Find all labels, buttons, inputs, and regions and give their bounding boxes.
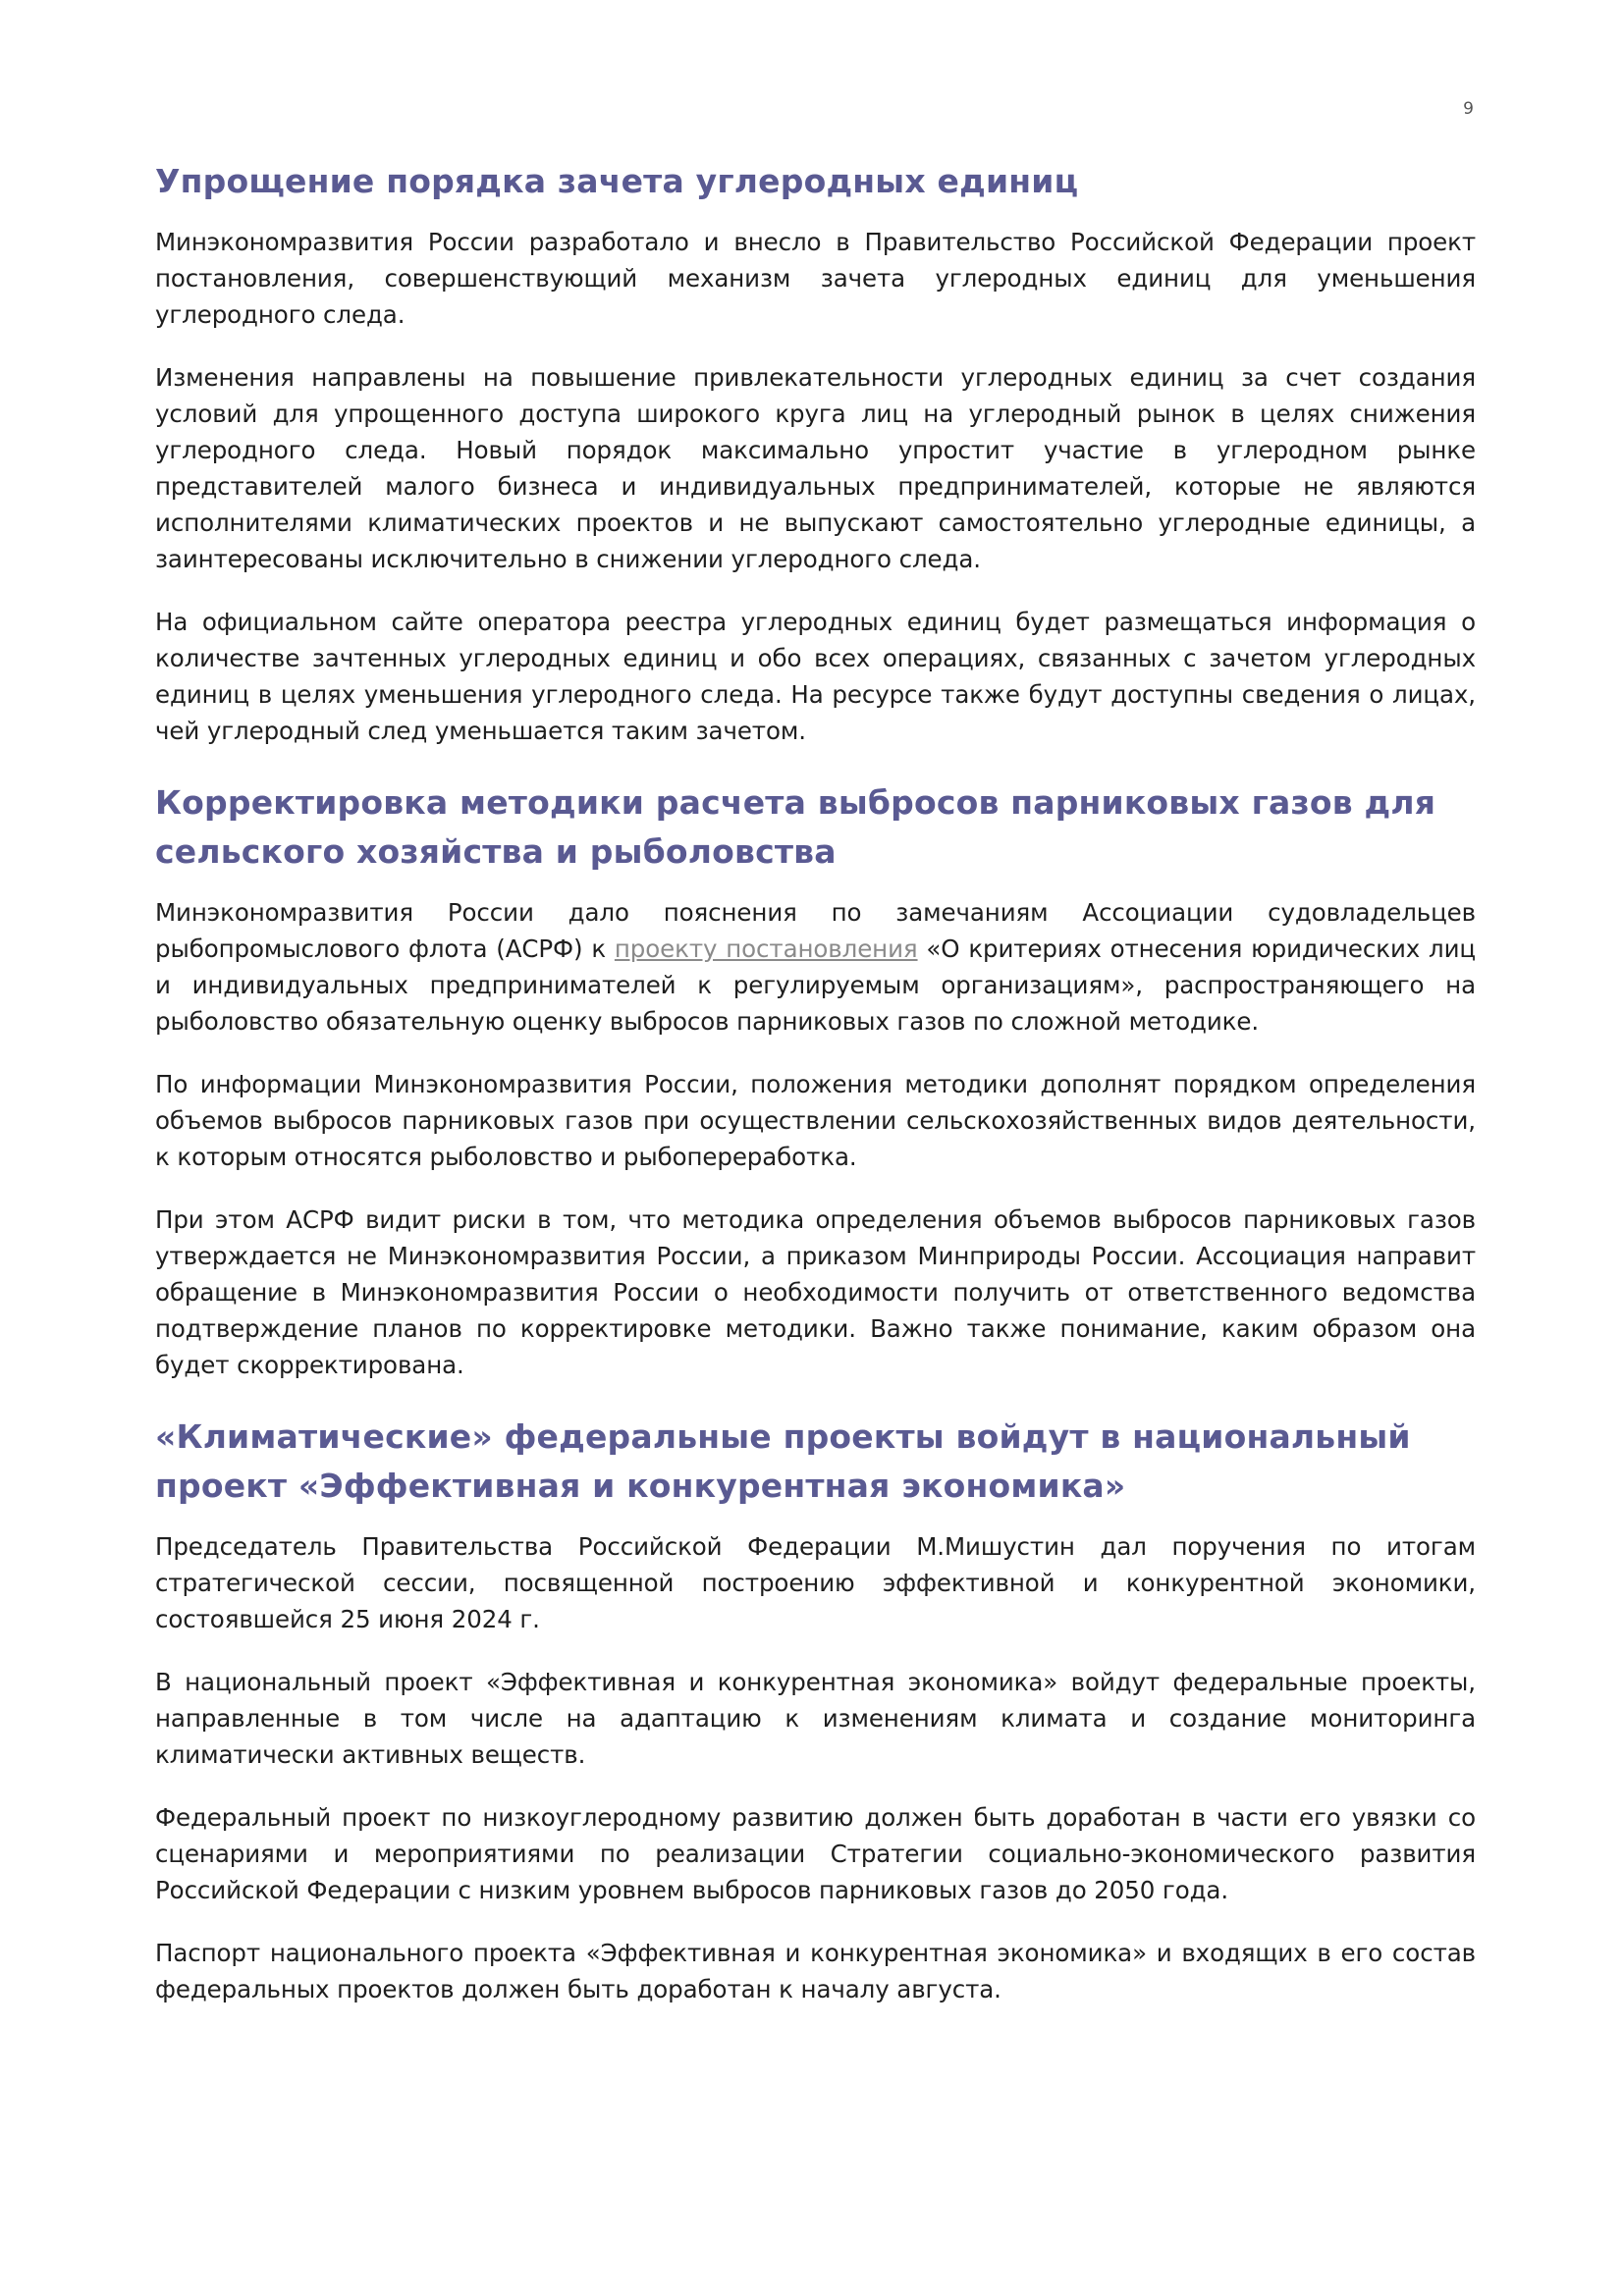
- paragraph: В национальный проект «Эффективная и конкурентная экономика» войдут федеральные проекты, направленные в том числе на адаптацию к изменениям климата и создание мониторинга климатически активных веществ.: [155, 1668, 1476, 1769]
- section-title: «Климатические» федеральные проекты войдут в национальный проект «Эффективная и конкурентная экономика»: [155, 1417, 1411, 1505]
- paragraph-text: Минэкономразвития России дало пояснения по замечаниям Ассоциации судовладельцев рыбопромыслового флота (АСРФ) к: [155, 898, 1476, 963]
- paragraph: При этом АСРФ видит риски в том, что методика определения объемов выбросов парниковых газов утверждается не Минэкономразвития России, а приказом Минприроды России. Ассоциация направит обращение в Минэкономразвития России о необходимости получить от ответственного ведомства подтверждение планов по корректировке методики. Важно также понимание, каким образом она будет скорректирована.: [155, 1205, 1476, 1379]
- paragraph: Паспорт национального проекта «Эффективная и конкурентная экономика» и входящих в его состав федеральных проектов должен быть доработан к началу августа.: [155, 1939, 1476, 2003]
- paragraph: Федеральный проект по низкоуглеродному развитию должен быть доработан в части его увязки со сценариями и мероприятиями по реализации Стратегии социально-экономического развития Российской Федерации с низким уровнем выбросов парниковых газов до 2050 года.: [155, 1803, 1476, 1904]
- paragraph: Минэкономразвития России разработало и внесло в Правительство Российской Федерации проект постановления, совершенствующий механизм зачета углеродных единиц для уменьшения углеродного следа.: [155, 228, 1476, 329]
- draft-resolution-link[interactable]: проекту постановления: [614, 934, 918, 963]
- page-number: 9: [1463, 99, 1474, 119]
- section-emissions-methodology: [155, 778, 1476, 1383]
- section-climate-projects: [155, 1413, 1476, 2007]
- paragraph: По информации Минэкономразвития России, положения методики дополнят порядком определения объемов выбросов парниковых газов при осуществлении сельскохозяйственных видов деятельности, к которым относятся рыболовство и рыбопереработка.: [155, 1070, 1476, 1171]
- document-body: [155, 157, 1476, 2007]
- paragraph: Изменения направлены на повышение привлекательности углеродных единиц за счет создания условий для упрощенного доступа широкого круга лиц на углеродный рынок в целях снижения углеродного следа. Новый порядок максимально упростит участие в углеродном рынке представителей малого бизнеса и индивидуальных предпринимателей, которые не являются исполнителями климатических проектов и не выпускают самостоятельно углеродные единицы, а заинтересованы исключительно в снижении углеродного следа.: [155, 363, 1476, 573]
- paragraph-text: «О критериях отнесения юридических лиц и индивидуальных предпринимателей к регулируемым организациям», распространяющего на рыболовство обязательную оценку выбросов парниковых газов по сложной методике.: [155, 934, 1476, 1036]
- section-title: Корректировка методики расчета выбросов парниковых газов для сельского хозяйства и рыболовства: [155, 783, 1436, 871]
- section-carbon-units: [155, 157, 1476, 749]
- paragraph: На официальном сайте оператора реестра углеродных единиц будет размещаться информация о количестве зачтенных углеродных единиц и обо всех операциях, связанных с зачетом углеродных единиц в целях уменьшения углеродного следа. На ресурсе также будут доступны сведения о лицах, чей углеродный след уменьшается таким зачетом.: [155, 608, 1476, 745]
- paragraph-with-link: [155, 894, 1476, 1040]
- paragraph: Председатель Правительства Российской Федерации М.Мишустин дал поручения по итогам стратегической сессии, посвященной построению эффективной и конкурентной экономики, состоявшейся 25 июня 2024 г.: [155, 1532, 1476, 1633]
- section-title: Упрощение порядка зачета углеродных единиц: [155, 162, 1079, 200]
